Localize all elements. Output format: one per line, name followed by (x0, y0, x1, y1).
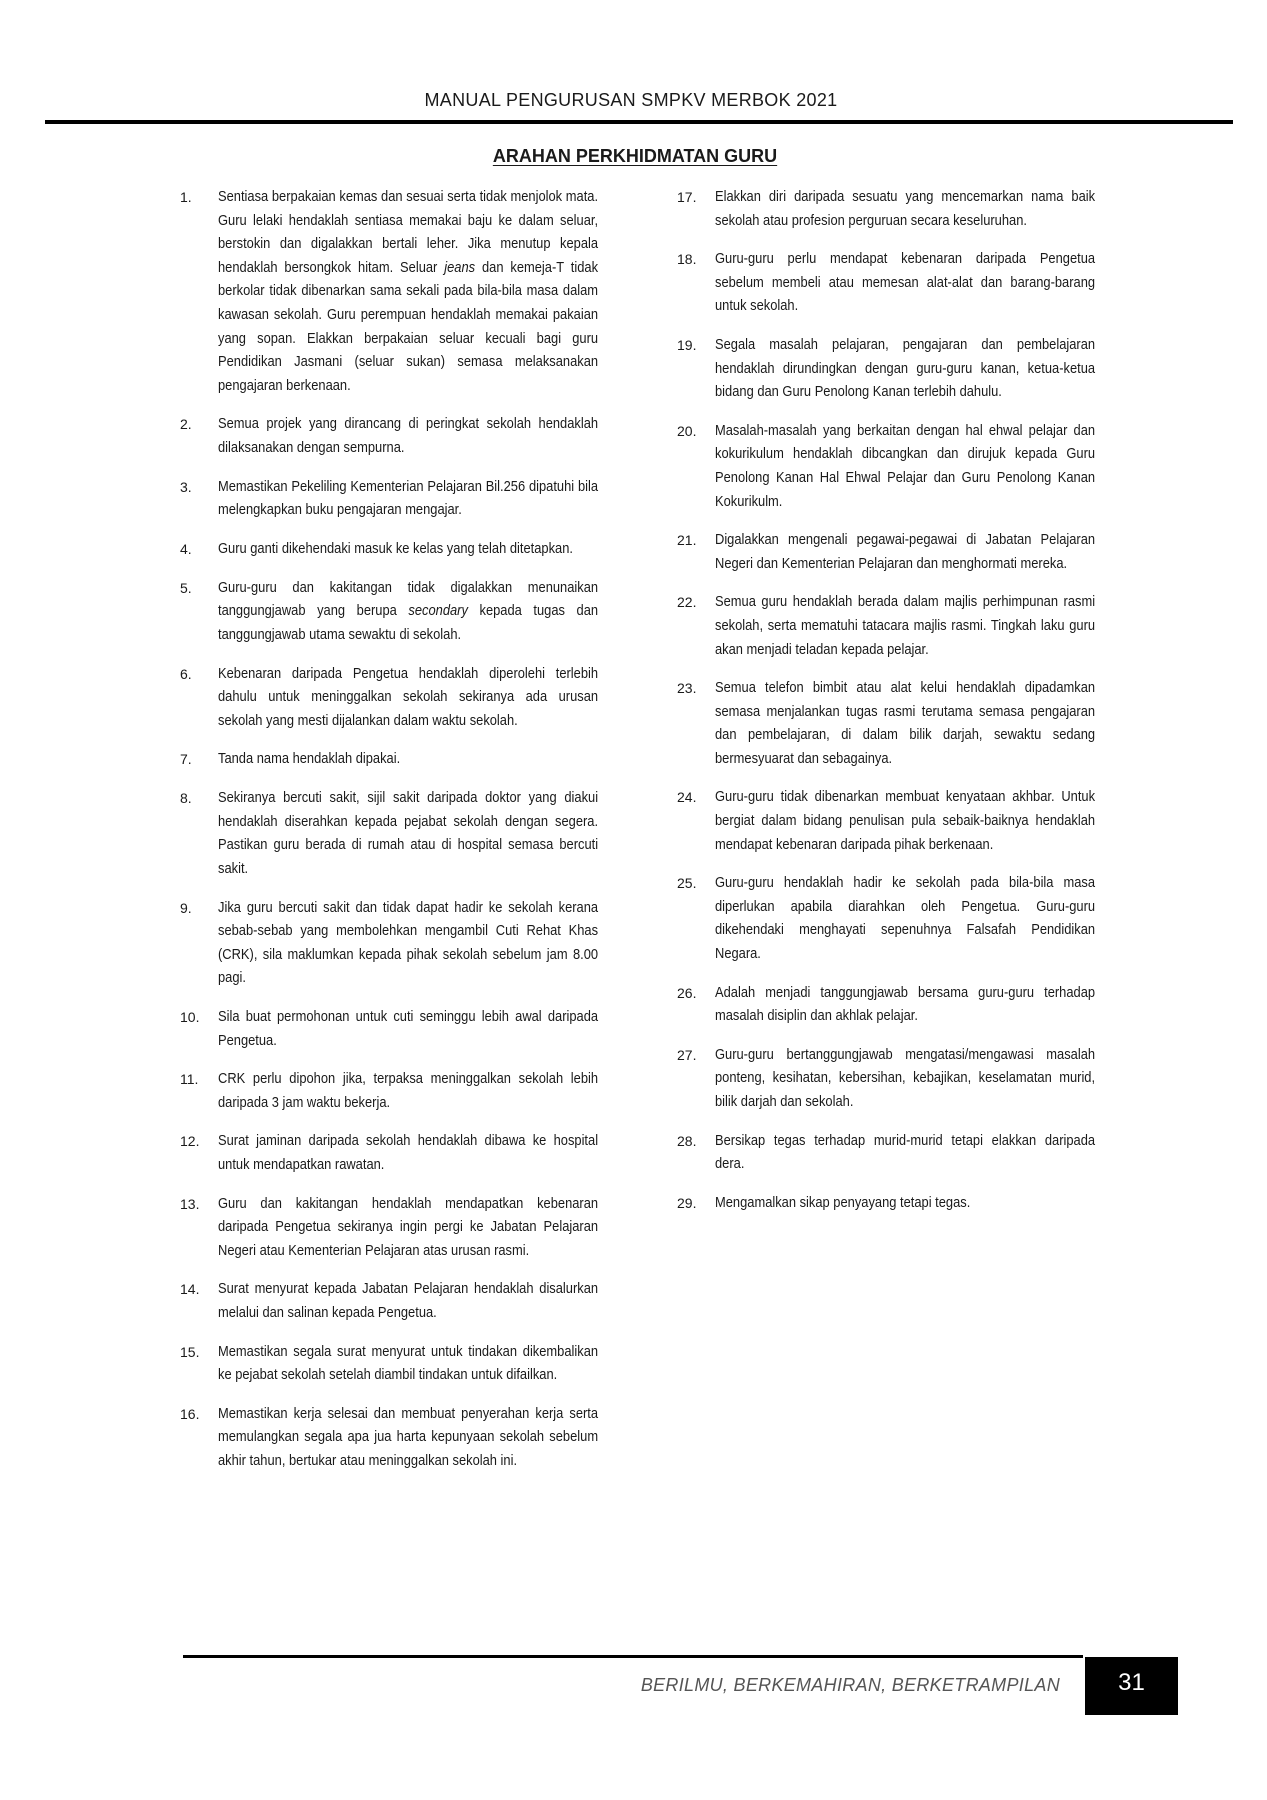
list-item (677, 419, 1095, 513)
item-text: Adalah menjadi tanggungjawab bersama guru-guru terhadap masalah disiplin dan akhlak pelajar. (715, 983, 1096, 1025)
list-item (677, 871, 1095, 965)
list-item (180, 1129, 598, 1176)
item-text: Surat jaminan daripada sekolah hendaklah dibawa ke hospital untuk mendapatkan rawatan. (218, 1132, 599, 1173)
list-item (677, 590, 1095, 661)
left-column (180, 185, 598, 1488)
list-item (180, 747, 598, 771)
item-number: 13. (180, 1195, 200, 1212)
list-item (180, 185, 598, 397)
list-item (677, 247, 1095, 318)
item-number: 24. (677, 789, 697, 806)
item-number: 23. (677, 680, 697, 697)
item-text: Sentiasa berpakaian kemas dan sesuai serta tidak menjolok mata. Guru lelaki hendaklah sentiasa memakai baju ke dalam seluar, berstokin dan digalakkan bertali leher. Jika menutup kepala hendaklah bersongkok hitam. Seluar jeans dan kemeja-T tidak berkolar tidak dibenarkan sama sekali pada bila-bila masa dalam kawasan sekolah. Guru perempuan hendaklah memakai pakaian yang sopan. Elakkan berpakaian seluar kecuali bagi guru Pendidikan Jasmani (seluar sukan) semasa melaksanakan pengajaran berkenaan. (218, 188, 599, 394)
list-item (677, 1191, 1095, 1215)
item-number: 15. (180, 1343, 200, 1360)
list-item (677, 785, 1095, 856)
item-number: 2. (180, 416, 192, 433)
item-number: 19. (677, 336, 697, 353)
document-title: MANUAL PENGURUSAN SMPKV MERBOK 2021 (424, 90, 838, 110)
list-item (180, 662, 598, 733)
list-item (180, 1340, 598, 1387)
item-text: Guru-guru hendaklah hadir ke sekolah pada bila-bila masa diperlukan apabila diarahkan oleh Pengetua. Guru-guru dikehendaki menghayati sepenuhnya Falsafah Pendidikan Negara. (715, 874, 1096, 963)
item-text: Bersikap tegas terhadap murid-murid tetapi elakkan daripada dera. (715, 1131, 1096, 1173)
item-number: 10. (180, 1009, 200, 1026)
item-number: 8. (180, 790, 192, 807)
list-item (677, 1043, 1095, 1114)
page-header (0, 90, 1267, 120)
item-text: Masalah-masalah yang berkaitan dengan hal ehwal pelajar dan kokurikulum hendaklah dibcangkan dan dirujuk kepada Guru Penolong Kanan Hal Ehwal Pelajar dan Guru Penolong Kanan Kokurikulm. (715, 421, 1096, 510)
footer-divider (183, 1655, 1083, 1658)
list-item (180, 412, 598, 459)
list-item (677, 333, 1095, 404)
item-number: 16. (180, 1405, 200, 1422)
item-text-emphasis: jeans (444, 258, 476, 276)
item-text: Guru dan kakitangan hendaklah mendapatkan kebenaran daripada Pengetua sekiranya ingin pergi ke Jabatan Pelajaran Negeri atau Kementerian Pelajaran atas urusan rasmi. (218, 1194, 599, 1259)
list-item (677, 185, 1095, 232)
item-text: Guru-guru perlu mendapat kebenaran daripada Pengetua sebelum membeli atau memesan alat-alat dan barang-barang untuk sekolah. (715, 250, 1096, 315)
item-number: 25. (677, 875, 697, 892)
list-item (180, 1067, 598, 1114)
item-number: 17. (677, 189, 697, 205)
right-column (677, 185, 1095, 1230)
item-number: 18. (677, 251, 697, 268)
item-text: Semua guru hendaklah berada dalam majlis perhimpunan rasmi sekolah, serta mematuhi tatacara majlis rasmi. Tingkah laku guru akan menjadi teladan kepada pelajar. (715, 593, 1096, 658)
item-number: 5. (180, 579, 192, 596)
item-number: 22. (677, 594, 697, 611)
item-number: 11. (180, 1071, 199, 1088)
item-number: 26. (677, 984, 697, 1001)
item-number: 9. (180, 899, 192, 916)
list-item (677, 981, 1095, 1028)
list-item (180, 1277, 598, 1324)
item-text: Jika guru bercuti sakit dan tidak dapat hadir ke sekolah kerana sebab-sebab yang membolehkan mengambil Cuti Rehat Khas (CRK), sila maklumkan kepada pihak sekolah sebelum jam 8.00 pagi. (218, 898, 599, 987)
item-text: Memastikan segala surat menyurat untuk tindakan dikembalikan ke pejabat sekolah setelah diambil tindakan untuk difailkan. (218, 1342, 599, 1384)
item-text: Segala masalah pelajaran, pengajaran dan pembelajaran hendaklah dirundingkan dengan guru-guru kanan, ketua-ketua bidang dan Guru Penolong Kanan terlebih dahulu. (715, 335, 1096, 401)
footer-motto: BERILMU, BERKEMAHIRAN, BERKETRAMPILAN (640, 1675, 1060, 1695)
list-item (180, 1402, 598, 1473)
item-text: Digalakkan mengenali pegawai-pegawai di Jabatan Pelajaran Negeri dan Kementerian Pelajaran dan menghormati mereka. (715, 531, 1096, 572)
item-text: Guru-guru dan kakitangan tidak digalakkan menunaikan tanggungjawab yang berupa secondary kepada tugas dan tanggungjawab utama sewaktu di sekolah. (218, 578, 599, 643)
item-text: Semua telefon bimbit atau alat kelui hendaklah dipadamkan semasa menjalankan tugas rasmi terutama semasa pengajaran dan pembelajaran, di dalam bilik darjah, sewaktu sedang bermesyuarat dan sebagainya. (715, 679, 1096, 767)
item-number: 12. (180, 1133, 200, 1150)
section-title: ARAHAN PERKHIDMATAN GURU (492, 146, 778, 166)
header-divider (45, 120, 1233, 124)
item-number: 7. (180, 751, 192, 768)
item-number: 4. (180, 540, 192, 557)
item-number: 21. (677, 532, 697, 549)
item-text: Guru ganti dikehendaki masuk ke kelas yang telah ditetapkan. (218, 539, 573, 557)
item-text: Guru-guru tidak dibenarkan membuat kenyataan akhbar. Untuk bergiat dalam bidang penulisan pula sebaik-baiknya hendaklah mendapat kebenaran daripada pihak berkenaan. (715, 788, 1096, 853)
list-item (677, 1129, 1095, 1176)
item-text: Memastikan kerja selesai dan membuat penyerahan kerja serta memulangkan segala apa jua harta kepunyaan sekolah sebelum akhir tahun, bertukar atau meninggalkan sekolah ini. (218, 1404, 599, 1469)
item-number: 14. (180, 1281, 200, 1298)
item-text: Mengamalkan sikap penyayang tetapi tegas. (715, 1193, 971, 1211)
item-text: Kebenaran daripada Pengetua hendaklah diperolehi terlebih dahulu untuk meninggalkan sekolah sekiranya ada urusan sekolah yang mesti dijalankan dalam waktu sekolah. (218, 664, 599, 729)
list-item (180, 537, 598, 561)
page-number: 31 (1118, 1669, 1145, 1696)
item-text: Semua projek yang dirancang di peringkat sekolah hendaklah dilaksanakan dengan sempurna. (218, 415, 599, 456)
list-item (180, 896, 598, 990)
item-text: Sila buat permohonan untuk cuti seminggu lebih awal daripada Pengetua. (218, 1008, 599, 1049)
list-item (180, 786, 598, 880)
item-text: Elakkan diri daripada sesuatu yang mencemarkan nama baik sekolah atau profesion perguruan secara keseluruhan. (715, 188, 1096, 229)
item-number: 20. (677, 422, 697, 439)
list-item (180, 1005, 598, 1052)
item-text: CRK perlu dipohon jika, terpaksa meninggalkan sekolah lebih daripada 3 jam waktu bekerja. (218, 1070, 599, 1111)
item-number: 29. (677, 1194, 697, 1211)
item-text-emphasis: secondary (408, 602, 468, 620)
list-item (180, 1192, 598, 1263)
item-text: Memastikan Pekeliling Kementerian Pelajaran Bil.256 dipatuhi bila melengkapkan buku pengajaran mengajar. (218, 477, 599, 519)
item-number: 3. (180, 478, 192, 495)
item-number: 6. (180, 665, 192, 682)
list-item (180, 475, 598, 522)
list-item (677, 676, 1095, 770)
page-number-box (1085, 1657, 1178, 1715)
item-text: Tanda nama hendaklah dipakai. (218, 750, 401, 768)
item-number: 28. (677, 1132, 697, 1149)
list-item (677, 528, 1095, 575)
list-item (180, 576, 598, 647)
item-text: Guru-guru bertanggungjawab mengatasi/mengawasi masalah ponteng, kesihatan, kebersihan, kebajikan, keselamatan murid, bilik darjah dan sekolah. (715, 1045, 1096, 1110)
item-text: Surat menyurat kepada Jabatan Pelajaran hendaklah disalurkan melalui dan salinan kepada Pengetua. (218, 1280, 599, 1321)
item-number: 27. (677, 1046, 697, 1063)
item-number: 1. (180, 189, 192, 205)
item-text: Sekiranya bercuti sakit, sijil sakit daripada doktor yang diakui hendaklah diserahkan kepada pejabat sekolah dengan segera. Pastikan guru berada di rumah atau di hospital semasa bercuti sakit. (218, 789, 599, 878)
